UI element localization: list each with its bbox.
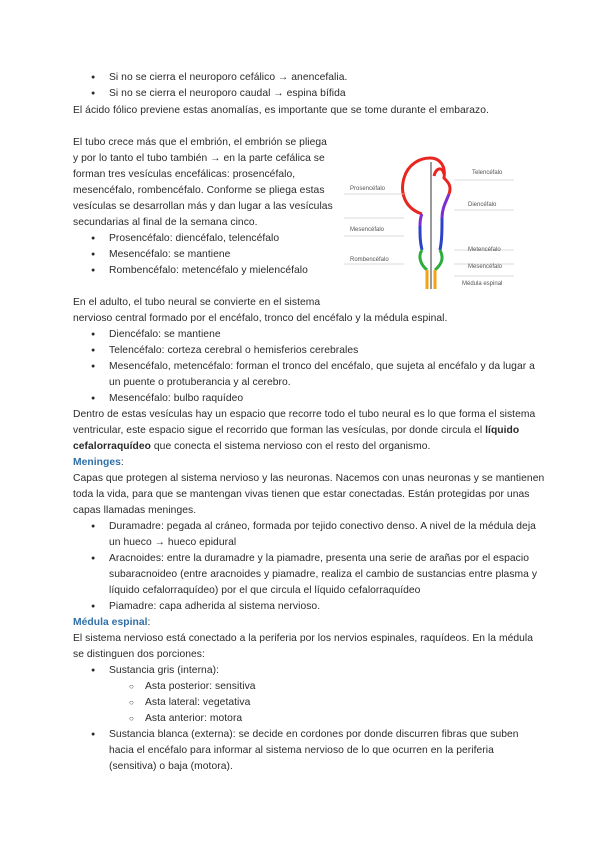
- label-rombencefalo: Rombencéfalo: [350, 257, 389, 263]
- section-heading-meninges: [73, 455, 124, 471]
- list-item-continuation: un puente o protuberancia y al cerebro.: [109, 377, 291, 388]
- list-item: ● Mesencéfalo: bulbo raquídeo: [109, 391, 243, 407]
- bold-term: cefalorraquídeo: [73, 441, 151, 452]
- neural-tube-diagram: [334, 152, 524, 292]
- paragraph-line: [73, 423, 519, 439]
- list-item: ● Si no se cierra el neuroporo cefálico → anencefalia.: [109, 70, 347, 86]
- sub-list-item: ○ Asta posterior: sensitiva: [145, 679, 256, 695]
- rhombencephalon-outline-right: [435, 250, 442, 270]
- paragraph-line: nervioso central formado por el encéfalo, tronco del encéfalo y la médula espinal.: [73, 313, 448, 324]
- mesencephalon-outline-right: [440, 218, 442, 250]
- heading-colon: :: [147, 617, 151, 628]
- paragraph-line: y por lo tanto el tubo también → en la parte cefálica se: [73, 153, 325, 164]
- paragraph-line: [73, 439, 430, 455]
- label-telencefalo: Telencéfalo: [472, 170, 503, 176]
- telencephalon-outline: [434, 169, 444, 176]
- list-item-continuation: un hueco → hueco epidural: [109, 537, 237, 548]
- list-item: ● Mesencéfalo: se mantiene: [109, 247, 230, 263]
- heading-colon: :: [120, 457, 124, 468]
- list-item: ● Sustancia blanca (externa): se decide en cordones por donde discurren fibras que suben: [109, 727, 519, 743]
- paragraph-line: El sistema nervioso está conectado a la periferia por los nervios espinales, raquídeos. En la médula: [73, 633, 534, 644]
- list-item: ● Mesencéfalo, metencéfalo: forman el tronco del encéfalo, que sujeta al encéfalo y da lugar a: [109, 359, 535, 375]
- list-item: ● Sustancia gris (interna):: [109, 663, 219, 679]
- paragraph-line: Dentro de estas vesículas hay un espacio que recorre todo el tubo neural es lo que forma el sistema: [73, 409, 536, 420]
- mesencephalon-outline-left: [420, 226, 422, 250]
- label-mielencefalo: Mesencéfalo: [468, 264, 503, 270]
- list-item: ● Si no se cierra el neuroporo caudal → espina bífida: [109, 86, 346, 102]
- list-item-continuation: subaracnoideo (entre aracnoides y piamadre, realiza el cambio de sustancias entre plasma y: [109, 569, 538, 580]
- label-diencefalo: Diencéfalo: [468, 202, 497, 208]
- paragraph-line: forman tres vesículas encefálicas: prosencéfalo,: [73, 169, 296, 180]
- list-item: ● Rombencéfalo: metencéfalo y mielencéfalo: [109, 263, 308, 279]
- bold-term: líquido: [485, 425, 520, 436]
- paragraph-line: Capas que protegen al sistema nervioso y las neuronas. Nacemos con unas neuronas y se mantienen: [73, 473, 545, 484]
- label-prosencefalo: Prosencéfalo: [350, 186, 386, 192]
- heading-text: Médula espinal: [73, 617, 148, 628]
- heading-text: Meninges: [73, 457, 121, 468]
- list-item-continuation: líquido cefalorraquídeo) por el que circula el líquido cefalorraquídeo: [109, 585, 421, 596]
- label-mesencefalo: Mesencéfalo: [350, 227, 385, 233]
- paragraph-line: El tubo crece más que el embrión, el embrión se pliega: [73, 137, 327, 148]
- text-run: ventricular, este espacio sigue el recorrido que forman las vesículas, por donde circula el: [73, 425, 486, 436]
- paragraph-line: se distinguen dos porciones:: [73, 649, 205, 660]
- paragraph-line: vesículas se desarrollan más y dan lugar a las vesículas: [73, 201, 333, 212]
- text-run: que conecta el sistema nervioso con el resto del organismo.: [151, 441, 431, 452]
- list-item: ● Diencéfalo: se mantiene: [109, 327, 221, 343]
- sub-list-item: ○ Asta anterior: motora: [145, 711, 242, 727]
- list-item: ● Aracnoides: entre la duramadre y la piamadre, presenta una serie de arañas por el espacio: [109, 551, 529, 567]
- diencephalon-outline: [442, 194, 449, 218]
- mesencephalon-left-purple: [420, 214, 422, 226]
- paragraph-line: mesencéfalo, rombencéfalo. Conforme se pliega estas: [73, 185, 325, 196]
- list-item: ● Telencéfalo: corteza cerebral o hemisferios cerebrales: [109, 343, 358, 359]
- list-item-continuation: hacia el encéfalo para informar al sistema nervioso de lo que ocurren en la periferia: [109, 745, 494, 756]
- label-metencefalo: Metencéfalo: [468, 247, 501, 253]
- rhombencephalon-outline-left: [420, 250, 427, 270]
- paragraph-line: En el adulto, el tubo neural se convierte en el sistema: [73, 297, 321, 308]
- paragraph-line: secundarias al final de la semana cinco.: [73, 217, 258, 228]
- label-medula: Médula espinal: [462, 281, 503, 287]
- paragraph-line: El ácido fólico previene estas anomalías, es importante que se tome durante el embarazo.: [73, 105, 489, 116]
- list-item: ● Prosencéfalo: diencéfalo, telencéfalo: [109, 231, 279, 247]
- paragraph-line: toda la vida, para que se mantengan vivas tienen que estar conectadas. Están protegidas por unas: [73, 489, 530, 500]
- list-item-continuation: (sensitiva) o baja (motora).: [109, 761, 233, 772]
- paragraph-line: capas llamadas meninges.: [73, 505, 197, 516]
- sub-list-item: ○ Asta lateral: vegetativa: [145, 695, 250, 711]
- list-item: ● Piamadre: capa adherida al sistema nervioso.: [109, 599, 320, 615]
- list-item: ● Duramadre: pegada al cráneo, formada por tejido conectivo denso. A nivel de la médula deja: [109, 519, 536, 535]
- section-heading-medula: [73, 615, 150, 631]
